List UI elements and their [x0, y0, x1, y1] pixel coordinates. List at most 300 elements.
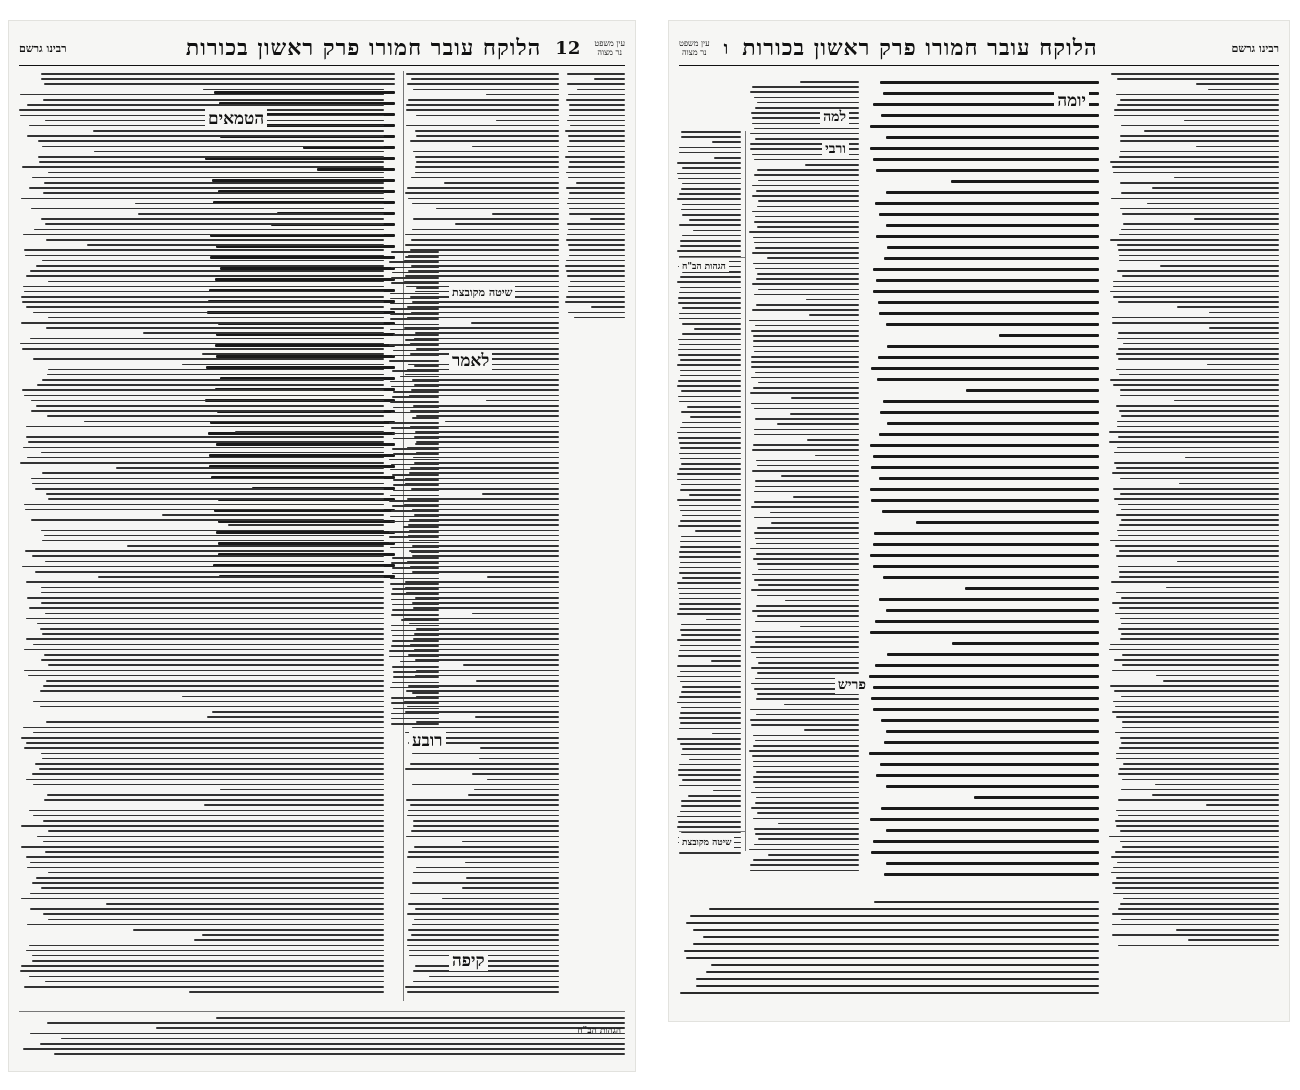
text-line — [24, 649, 384, 651]
text-line — [393, 407, 439, 409]
text-line — [393, 391, 439, 393]
text-line — [1112, 882, 1279, 884]
right-margin-column-left — [677, 131, 741, 861]
text-line — [678, 437, 741, 439]
text-line — [492, 213, 559, 215]
text-line — [755, 325, 859, 327]
text-line — [40, 1043, 625, 1045]
text-line — [23, 1048, 625, 1050]
text-line — [412, 203, 559, 205]
text-line — [1120, 830, 1279, 832]
text-line — [26, 779, 384, 781]
text-line — [116, 467, 384, 469]
text-line — [682, 577, 741, 579]
text-line — [678, 339, 741, 341]
text-line — [61, 1038, 625, 1040]
text-line — [876, 279, 1099, 282]
text-line — [392, 355, 439, 357]
text-line — [393, 479, 439, 481]
text-line — [800, 81, 859, 83]
text-line — [678, 588, 741, 590]
text-line — [1120, 841, 1279, 843]
text-line — [1121, 229, 1279, 231]
text-line — [406, 104, 559, 106]
text-line — [791, 397, 859, 399]
text-line — [391, 267, 439, 269]
text-line — [679, 313, 741, 315]
text-line — [390, 298, 439, 300]
text-line — [29, 810, 384, 812]
text-line — [1118, 348, 1279, 350]
text-line — [1113, 867, 1279, 869]
text-line — [408, 99, 559, 101]
text-line — [753, 761, 859, 763]
text-line — [33, 701, 384, 703]
text-line — [391, 510, 439, 512]
text-line — [26, 436, 384, 438]
text-line — [32, 955, 385, 957]
text-line — [391, 386, 439, 388]
text-line — [1113, 488, 1279, 490]
text-line — [1121, 125, 1279, 127]
text-line — [687, 406, 741, 408]
text-line — [680, 245, 741, 247]
text-line — [752, 283, 859, 285]
text-line — [679, 152, 741, 154]
text-line — [410, 804, 559, 806]
text-line — [1122, 664, 1279, 666]
text-line — [466, 877, 559, 879]
text-line — [677, 473, 741, 475]
text-line — [680, 712, 741, 714]
text-line — [1115, 706, 1280, 708]
text-line — [566, 296, 625, 298]
text-line — [391, 723, 439, 725]
text-line — [1119, 234, 1279, 236]
text-line — [680, 811, 741, 813]
text-line — [878, 301, 1099, 304]
text-line — [24, 986, 384, 988]
text-line — [412, 753, 559, 755]
text-line — [1194, 218, 1279, 220]
text-line — [884, 257, 1099, 260]
text-line — [1117, 338, 1279, 340]
text-line — [1123, 223, 1279, 225]
text-line — [26, 581, 384, 583]
text-line — [753, 735, 859, 737]
text-line — [886, 862, 1099, 865]
text-line — [98, 576, 384, 578]
text-line — [38, 156, 384, 158]
text-line — [693, 230, 741, 232]
text-line — [1119, 571, 1279, 573]
text-line — [1208, 89, 1279, 91]
text-line — [1119, 576, 1279, 578]
text-line — [754, 97, 859, 99]
text-line — [1118, 249, 1279, 251]
text-line — [1116, 514, 1280, 516]
text-line — [873, 565, 1100, 568]
text-line — [471, 322, 559, 324]
text-line — [570, 125, 625, 127]
text-line — [1119, 156, 1279, 158]
text-line — [405, 339, 439, 341]
text-line — [567, 234, 625, 236]
text-line — [751, 506, 859, 508]
text-line — [411, 239, 559, 241]
text-line — [28, 441, 384, 443]
text-line — [1122, 846, 1279, 848]
text-line — [486, 400, 559, 402]
text-line — [1120, 395, 1279, 397]
text-line — [755, 247, 859, 249]
text-line — [677, 816, 741, 818]
text-line — [754, 434, 859, 436]
text-line — [804, 729, 859, 731]
text-line — [680, 645, 741, 647]
text-line — [411, 552, 439, 554]
text-line — [389, 344, 439, 346]
text-line — [411, 830, 559, 832]
text-line — [696, 985, 1099, 987]
text-line — [568, 166, 625, 168]
text-line — [390, 578, 439, 580]
text-line — [41, 218, 384, 220]
right-corner-note — [679, 39, 710, 57]
text-line — [390, 401, 439, 403]
text-line — [753, 444, 859, 446]
text-line — [1116, 369, 1279, 371]
text-line — [755, 486, 859, 488]
text-line — [393, 453, 439, 455]
text-line — [566, 239, 625, 241]
text-line — [390, 521, 439, 523]
text-line — [874, 901, 1099, 903]
text-line — [406, 73, 559, 75]
text-line — [753, 387, 859, 389]
text-line — [871, 851, 1099, 854]
text-line — [391, 412, 439, 414]
text-line — [568, 135, 625, 137]
text-line — [873, 455, 1099, 458]
text-line — [569, 109, 625, 111]
text-line — [36, 265, 384, 267]
text-line — [389, 422, 439, 424]
text-line — [681, 463, 741, 465]
text-line — [24, 670, 384, 672]
text-line — [20, 115, 384, 117]
text-line — [689, 759, 741, 761]
text-line — [879, 598, 1099, 601]
text-line — [875, 202, 1099, 205]
text-line — [406, 836, 559, 838]
left-footnotes — [19, 1017, 625, 1061]
text-line — [1118, 504, 1279, 506]
text-line — [681, 691, 741, 693]
text-line — [30, 270, 384, 272]
text-line — [887, 422, 1099, 425]
text-line — [750, 548, 859, 550]
text-line — [408, 198, 559, 200]
text-line — [403, 526, 439, 528]
text-line — [1111, 198, 1279, 200]
text-line — [568, 244, 625, 246]
text-line — [711, 964, 1099, 966]
text-line — [680, 546, 741, 548]
text-line — [1119, 260, 1279, 262]
text-line — [677, 173, 741, 175]
text-line — [869, 752, 1099, 755]
text-line — [711, 660, 741, 662]
text-line — [391, 713, 439, 715]
text-line — [753, 745, 859, 747]
text-line — [407, 945, 559, 947]
text-line — [679, 442, 741, 444]
text-line — [677, 198, 741, 200]
text-line — [465, 862, 559, 864]
text-line — [567, 120, 625, 122]
text-line — [752, 211, 859, 213]
text-line — [750, 709, 859, 711]
text-line — [677, 479, 741, 481]
text-line — [472, 613, 559, 615]
text-line — [678, 349, 741, 351]
text-line — [1115, 887, 1279, 889]
text-line — [684, 950, 1099, 952]
right-catchword-1: יומה — [1054, 91, 1089, 111]
text-line — [568, 151, 625, 153]
text-line — [754, 501, 859, 503]
text-line — [568, 286, 625, 288]
text-line — [880, 411, 1099, 414]
text-line — [31, 400, 384, 402]
text-line — [679, 468, 741, 470]
text-line — [32, 177, 384, 179]
text-line — [682, 323, 741, 325]
text-line — [815, 455, 859, 457]
text-line — [886, 224, 1099, 227]
text-line — [33, 644, 385, 646]
text-line — [1118, 301, 1279, 303]
text-line — [1119, 607, 1279, 609]
text-line — [679, 292, 741, 294]
left-catchword-4: קיפה — [449, 951, 488, 971]
text-line — [1166, 587, 1279, 589]
text-line — [569, 161, 625, 163]
text-line — [755, 636, 859, 638]
text-line — [47, 1022, 625, 1024]
text-line — [1112, 711, 1279, 713]
text-line — [33, 784, 384, 786]
text-line — [408, 929, 559, 931]
text-line — [754, 579, 859, 581]
text-line — [757, 563, 859, 565]
text-line — [407, 913, 560, 915]
text-line — [41, 659, 384, 661]
text-line — [1119, 524, 1279, 526]
text-line — [42, 379, 384, 381]
text-line — [677, 385, 741, 387]
text-line — [1121, 789, 1279, 791]
text-line — [391, 702, 439, 704]
text-line — [758, 838, 859, 840]
text-line — [48, 919, 384, 921]
text-line — [1117, 530, 1279, 532]
text-line — [412, 417, 439, 419]
text-line — [590, 218, 625, 220]
text-line — [405, 768, 559, 770]
text-line — [412, 924, 559, 926]
text-line — [25, 509, 384, 511]
text-line — [392, 474, 439, 476]
text-line — [679, 764, 741, 766]
text-line — [414, 919, 559, 921]
text-line — [566, 172, 625, 174]
text-line — [679, 650, 741, 652]
text-line — [754, 517, 859, 519]
text-line — [1115, 732, 1279, 734]
text-line — [806, 299, 859, 301]
text-line — [23, 447, 385, 449]
text-line — [390, 313, 439, 315]
text-line — [41, 452, 384, 454]
text-line — [1116, 825, 1279, 827]
text-line — [752, 185, 859, 187]
text-line — [32, 555, 384, 557]
text-line — [873, 543, 1099, 546]
text-line — [21, 898, 384, 900]
text-line — [881, 807, 1099, 810]
text-line — [228, 524, 384, 526]
text-line — [48, 317, 384, 319]
text-line — [690, 915, 1099, 917]
text-line — [750, 91, 859, 93]
text-line — [753, 776, 859, 778]
text-line — [870, 631, 1099, 634]
right-catchword-2: למה — [820, 109, 849, 126]
text-line — [751, 652, 859, 654]
text-line — [40, 690, 384, 692]
text-line — [1111, 856, 1279, 858]
text-line — [876, 774, 1099, 777]
text-line — [754, 221, 859, 223]
text-line — [182, 696, 384, 698]
left-shita-column — [389, 251, 439, 731]
text-line — [26, 950, 384, 952]
text-line — [392, 609, 439, 611]
text-line — [568, 198, 625, 200]
text-line — [757, 102, 859, 104]
text-line — [870, 488, 1099, 491]
text-line — [48, 664, 384, 666]
text-line — [880, 81, 1099, 84]
text-line — [462, 841, 559, 843]
text-line — [393, 484, 439, 486]
text-line — [391, 718, 439, 720]
text-line — [392, 573, 439, 575]
text-line — [879, 433, 1099, 436]
right-margin-label-1: הגהות הב"ח — [679, 261, 729, 272]
text-line — [1112, 913, 1279, 915]
text-line — [40, 628, 384, 630]
text-line — [566, 99, 625, 101]
text-line — [754, 159, 859, 161]
text-line — [26, 426, 384, 428]
text-line — [1118, 908, 1279, 910]
text-line — [393, 438, 439, 440]
text-line — [27, 867, 384, 869]
text-line — [567, 275, 625, 277]
text-line — [39, 161, 384, 163]
text-line — [883, 576, 1099, 579]
text-line — [873, 708, 1099, 711]
text-line — [1122, 727, 1279, 729]
text-line — [916, 521, 1099, 524]
left-commentary-left — [19, 73, 384, 1003]
text-line — [753, 346, 859, 348]
text-line — [756, 657, 859, 659]
text-line — [48, 281, 384, 283]
text-line — [28, 675, 384, 677]
text-line — [569, 249, 625, 251]
text-line — [569, 115, 625, 117]
text-line — [390, 318, 439, 320]
text-line — [568, 312, 625, 314]
text-line — [569, 213, 625, 215]
text-line — [38, 140, 384, 142]
text-line — [482, 493, 559, 495]
text-line — [1177, 561, 1279, 563]
text-line — [677, 364, 741, 366]
left-catchword-3: רובע — [409, 731, 446, 751]
text-line — [1116, 555, 1279, 557]
text-line — [391, 614, 439, 616]
left-margin-label: שיטה מקובצת — [449, 286, 515, 299]
text-line — [1110, 644, 1279, 646]
text-line — [1120, 135, 1279, 137]
text-line — [752, 755, 859, 757]
text-line — [1123, 343, 1279, 345]
text-line — [680, 240, 741, 242]
text-line — [870, 818, 1099, 821]
text-line — [680, 370, 741, 372]
text-line — [413, 89, 559, 91]
text-line — [496, 120, 559, 122]
text-line — [681, 624, 741, 626]
text-line — [389, 542, 439, 544]
text-line — [27, 135, 384, 137]
text-line — [42, 758, 384, 760]
text-line — [392, 272, 439, 274]
text-line — [694, 328, 741, 330]
text-line — [576, 182, 625, 184]
text-line — [411, 78, 559, 80]
text-line — [565, 265, 625, 267]
text-line — [677, 250, 741, 252]
text-line — [54, 1053, 625, 1055]
text-line — [1120, 389, 1279, 391]
text-line — [44, 799, 384, 801]
text-line — [887, 653, 1099, 656]
text-line — [757, 226, 859, 228]
text-line — [1112, 934, 1279, 936]
text-line — [27, 104, 384, 106]
right-catchword-4: פריש — [835, 677, 869, 694]
text-line — [127, 545, 384, 547]
text-line — [1114, 452, 1279, 454]
text-line — [755, 216, 859, 218]
text-line — [393, 490, 439, 492]
